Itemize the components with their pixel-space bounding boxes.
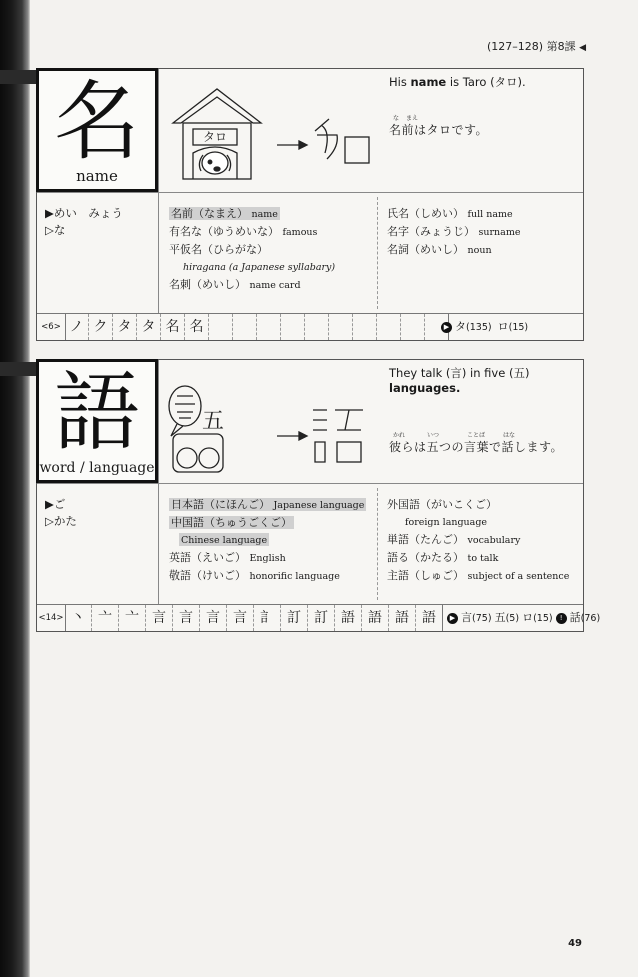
speech-bubble-illustration xyxy=(165,366,385,476)
dog-house-illustration xyxy=(165,75,385,185)
kanji-meaning: word / language xyxy=(39,460,155,476)
related-kanji-refs: ▶ 言(75) 五(5) ロ(15) ! 話(76) xyxy=(447,605,600,631)
left-arrow-icon: ◀ xyxy=(579,43,586,53)
vocab-list-left xyxy=(169,496,366,585)
stroke-count: <14> xyxy=(37,605,66,631)
stroke-cell xyxy=(377,314,401,340)
stroke-cell: 名 xyxy=(161,314,185,340)
stroke-cell xyxy=(401,314,425,340)
stroke-cell: 語 xyxy=(362,605,389,631)
vocab-item: 名詞（めいし） noun xyxy=(387,243,492,256)
kanji-display-box xyxy=(36,359,158,483)
stroke-cell: 訂 xyxy=(281,605,308,631)
stroke-cell xyxy=(233,314,257,340)
stroke-cell: 亠 xyxy=(119,605,146,631)
vocab-item: 氏名（しめい） full name xyxy=(387,207,513,220)
stroke-cell: 亠 xyxy=(92,605,119,631)
vocab-list-left xyxy=(169,205,335,294)
book-spine-shadow xyxy=(0,0,30,977)
stroke-cell: 言 xyxy=(227,605,254,631)
kanji-entry-mei: 名 name タロ His name is Taro (タロ). な まえ 名前はタロです。 ▶めい みょう ▷な 名前（なまえ） name 有名な（ゆうめいな） famous 平仮名（ひらがな） hiragana (a Japanese syllabary) 名刺（めいし） name card 氏名（しめい） full name 名字（みょうじ） surname 名詞（めいし） noun <6> ノ ク タ タ 名 名 ▶ タ(135) ロ(15) xyxy=(36,68,584,341)
stroke-cell xyxy=(329,314,353,340)
page-header xyxy=(487,38,586,54)
vocab-item: 名字（みょうじ） surname xyxy=(387,225,521,238)
stroke-cell: 言 xyxy=(146,605,173,631)
stroke-cell xyxy=(257,314,281,340)
stroke-cell xyxy=(209,314,233,340)
stroke-cell: 名 xyxy=(185,314,209,340)
vocab-item: foreign language xyxy=(405,517,488,528)
stroke-cell: タ xyxy=(137,314,161,340)
stroke-cell: 言 xyxy=(200,605,227,631)
bubble-kanji: 五 xyxy=(201,409,225,434)
kun-reading: ▷かた xyxy=(45,514,77,528)
stroke-order-row xyxy=(37,604,601,631)
stroke-cell xyxy=(353,314,377,340)
example-sentence: 彼らは五つの言葉で話します。 xyxy=(389,440,564,454)
vocab-item: 主語（しゅご） subject of a sentence xyxy=(387,569,570,582)
vocab-item: 名刺（めいし） name card xyxy=(169,278,301,291)
chapter-tab-mark xyxy=(0,362,36,376)
stroke-cell xyxy=(281,314,305,340)
vocab-item: 単語（たんご） vocabulary xyxy=(387,533,521,546)
kanji-character: 名 xyxy=(54,72,140,172)
stroke-cell: ノ xyxy=(65,314,89,340)
vocab-item: 中国語（ちゅうごくご） xyxy=(171,516,292,529)
on-reading: ▶めい みょう xyxy=(45,206,123,220)
on-reading: ▶ご xyxy=(45,497,66,511)
mnemonic-text: They talk (言) in five (五) languages. xyxy=(389,366,530,395)
vocab-item: hiragana (a Japanese syllabary) xyxy=(183,262,336,273)
kanji-meaning: name xyxy=(76,167,118,185)
example-sentence: 名前はタロです。 xyxy=(389,123,489,137)
kun-reading: ▷な xyxy=(45,223,66,237)
vocab-item: 英語（えいご） English xyxy=(169,551,286,564)
related-kanji-refs: ▶ タ(135) ロ(15) xyxy=(441,314,528,340)
stroke-cell: 語 xyxy=(335,605,362,631)
exclamation-icon: ! xyxy=(556,613,567,624)
vocab-item: Chinese language xyxy=(181,535,268,546)
stroke-order-row xyxy=(37,313,583,340)
house-sign-text: タロ xyxy=(202,130,228,144)
vocab-item: 敬語（けいご） honorific language xyxy=(169,569,340,582)
kanji-display-box xyxy=(36,68,158,192)
chapter-reference: (127–128) 第8課 xyxy=(487,40,576,53)
vocab-item: 名前（なまえ） name xyxy=(171,207,278,220)
stroke-cell: 語 xyxy=(416,605,443,631)
stroke-cell: 言 xyxy=(173,605,200,631)
play-icon: ▶ xyxy=(441,322,452,333)
vocab-item: 日本語（にほんご） Japanese language xyxy=(171,498,365,511)
vocab-item: 有名な（ゆうめいな） famous xyxy=(169,225,318,238)
play-icon: ▶ xyxy=(447,613,458,624)
vocab-item: 外国語（がいこくご） xyxy=(387,498,497,511)
stroke-cell xyxy=(305,314,329,340)
mnemonic-text: His name is Taro (タロ). xyxy=(389,75,526,89)
vocab-list-right xyxy=(387,205,520,259)
chapter-tab-mark xyxy=(0,70,36,84)
stroke-cell: タ xyxy=(113,314,137,340)
stroke-count: <6> xyxy=(37,314,66,340)
stroke-cell: 訁 xyxy=(254,605,281,631)
stroke-cell: 訂 xyxy=(308,605,335,631)
page-number: 49 xyxy=(568,938,582,949)
kanji-entry-go: 語 word / language 五 They talk (言) in five (五) languages. かれ いつ ことば はな 彼らは五つの言葉で話します。 ▶ご ▷かた 日本語（にほんご） Japanese language 中国語（ちゅうごくご） Chinese language 英語（えいご） English 敬語（けいご） honorific language 外国語（がいこくご） foreign language 単語（たんご） vocabulary 語る（かたる） to talk 主語（しゅご） subject of a sentence <14> 丶 亠 亠 言 言 言 言 訁 訂 訂 語 語 語 語 ▶ 言(75) 五(5) ロ(15) ! 話(76) xyxy=(36,359,584,632)
stroke-cell: ク xyxy=(89,314,113,340)
kanji-character: 語 xyxy=(54,363,140,463)
stroke-cell: 語 xyxy=(389,605,416,631)
vocab-list-right xyxy=(387,496,569,585)
stroke-cell: 丶 xyxy=(65,605,92,631)
vocab-item: 語る（かたる） to talk xyxy=(387,551,499,564)
vocab-item: 平仮名（ひらがな） xyxy=(169,243,268,256)
